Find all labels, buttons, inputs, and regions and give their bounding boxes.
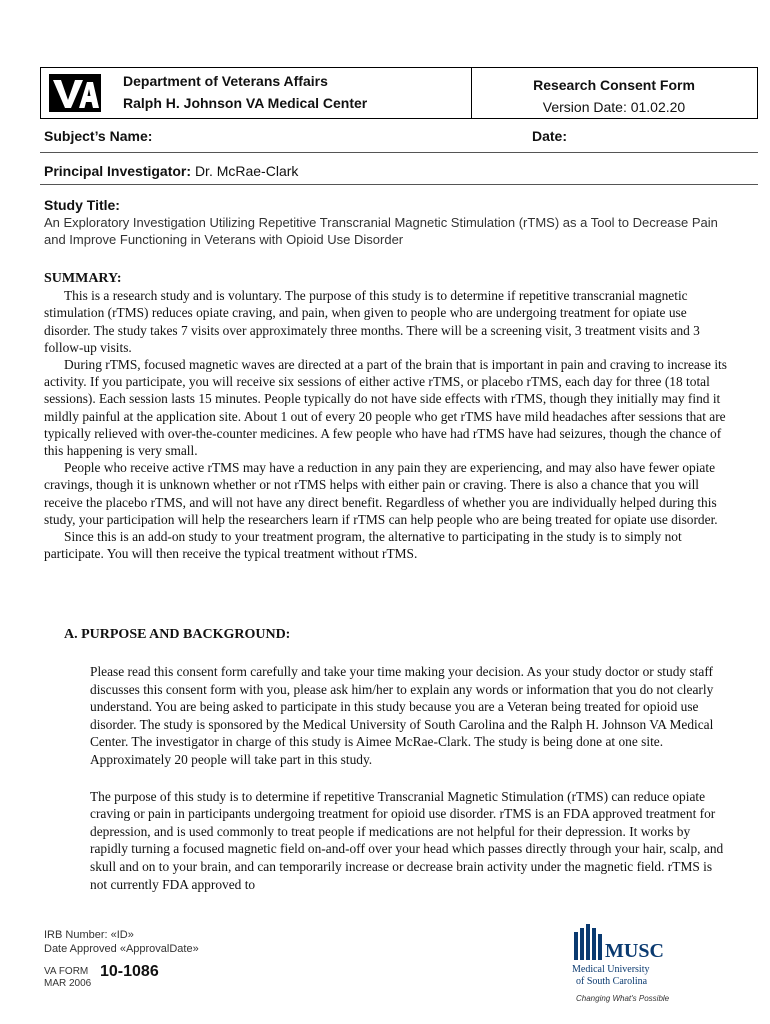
summary-paragraph: People who receive active rTMS may have a reduction in any pain they are experiencing, and may also have fewer opiate cravings, though it is unknown whether or not rTMS helps with either pain or craving. There is also a chance that you will receive the placebo rTMS, and will not have any direct benefit. Regardless of whether you are individually helped during this study, your participation will help the researchers learn if rTMS can help people who are being treated for opiate use disorder. xyxy=(44,460,718,527)
musc-name: MUSC xyxy=(605,940,664,962)
divider xyxy=(40,184,758,185)
section-a-paragraph: Please read this consent form carefully and take your time making your decision. As your study doctor or study staff discusses this consent form with you, please ask him/her to explain any words or information that you do not clearly understand. You are being asked to participate in this study because you are a Veteran being treated for opioid use disorder. The study is sponsored by the Medical University of South Carolina and the Ralph H. Johnson VA Medical Center. The investigator in charge of this study is Aimee McRae-Clark. The study is being done at one site. Approximately 20 people will take part in this study. xyxy=(90,664,714,767)
section-a-body xyxy=(90,663,730,912)
musc-subtitle: of South Carolina xyxy=(576,976,648,987)
section-a-heading: A. PURPOSE AND BACKGROUND: xyxy=(64,627,291,642)
medical-center-name: Ralph H. Johnson VA Medical Center xyxy=(123,95,368,111)
department-name: Department of Veterans Affairs xyxy=(123,73,328,89)
musc-tagline: Changing What's Possible xyxy=(576,994,670,1003)
va-form-line: VA FORM xyxy=(44,966,89,977)
divider xyxy=(40,152,758,153)
date-approved: Date Approved «ApprovalDate» xyxy=(44,943,199,955)
form-number: 10-1086 xyxy=(100,963,159,980)
subject-name-label: Subject’s Name: xyxy=(44,128,153,144)
pi-label: Principal Investigator: xyxy=(44,163,192,179)
va-form-label xyxy=(44,966,91,990)
summary-paragraph: During rTMS, focused magnetic waves are directed at a part of the brain that is important in pain and craving to increase its activity. If you participate, you will receive six sessions of either active rTMS, or placebo rTMS, each day for three (18 total sessions). Each session lasts 15 minutes. People typically do not have side effects with rTMS, though they initially may find it mildly painful at the application site. About 1 out of every 20 people who get rTMS have mild headaches after sessions that are typically relieved with over-the-counter medicines. A few people who have had rTMS have had seizures, though the chance of this happening is very small. xyxy=(44,357,727,459)
subject-row xyxy=(44,128,758,150)
study-title: An Exploratory Investigation Utilizing Repetitive Transcranial Magnetic Stimulation (rTMS) as a Tool to Decrease Pain and Improve Functioning in Veterans with Opioid Use Disorder xyxy=(44,215,718,247)
va-logo-icon xyxy=(49,74,101,112)
musc-subtitle: Medical University xyxy=(572,964,650,975)
summary-paragraph: This is a research study and is voluntary. The purpose of this study is to determine if repetitive transcranial magnetic stimulation (rTMS) reduces opiate craving, and pain, when given to people who are undergoing treatment for opiate use disorder. The study takes 7 visits over approximately three months. There will be a screening visit, 3 treatment visits and 3 follow-up visits. xyxy=(44,288,700,355)
summary-heading: SUMMARY: xyxy=(44,271,122,286)
va-form-date: MAR 2006 xyxy=(44,978,92,989)
pi-name: Dr. McRae-Clark xyxy=(194,163,299,179)
study-title-label: Study Title: xyxy=(44,197,120,213)
summary-section xyxy=(44,270,734,562)
version-date: Version Date: 01.02.20 xyxy=(542,99,686,115)
summary-paragraph: Since this is an add-on study to your treatment program, the alternative to participating in the study is to simply not participate. You will then receive the typical treatment without rTMS. xyxy=(44,529,682,562)
irb-number: IRB Number: «ID» xyxy=(44,929,134,941)
consent-header xyxy=(40,67,758,119)
form-title: Research Consent Form xyxy=(533,77,695,93)
date-label: Date: xyxy=(532,128,568,144)
section-a-paragraph: The purpose of this study is to determine if repetitive Transcranial Magnetic Stimulation (rTMS) can reduce opiate craving or pain in participants undergoing treatment for opioid use disorder. rTMS is an FDA approved treatment for depression, and is used commonly to treat people if medications are not helpful for their depression. It works by rapidly turning a focused magnetic field on-and-off over your head which passes directly through your hair, scalp, and skull and on to your brain, and can temporarily increase or decrease brain activity under the magnetic field. rTMS is not currently FDA approved to xyxy=(90,788,724,892)
principal-investigator xyxy=(44,163,298,179)
